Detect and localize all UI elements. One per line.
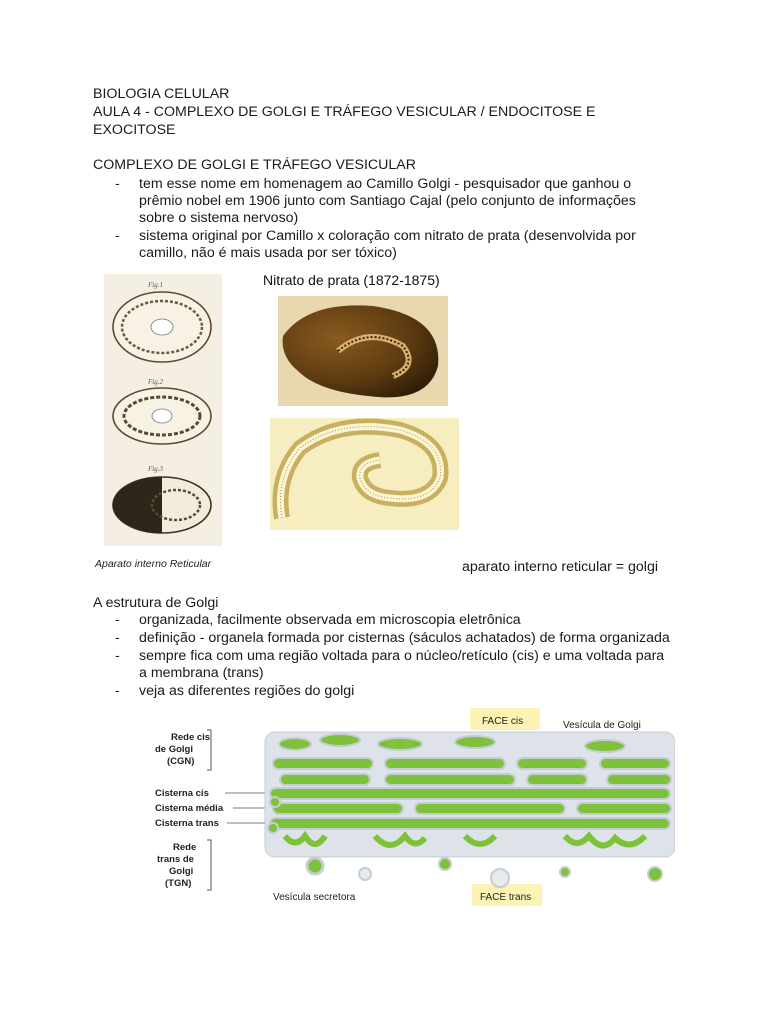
lesson-title-continued: EXOCITOSE xyxy=(93,122,176,138)
figure-caption: Aparato interno Reticular xyxy=(95,558,212,570)
bullet-dash: - xyxy=(115,683,120,699)
figure-title: Nitrato de prata (1872-1875) xyxy=(263,272,440,288)
cgn-label: de Golgi xyxy=(155,744,193,755)
golgi-vesicle-label: Vesícula de Golgi xyxy=(563,720,641,731)
tgn-label: (TGN) xyxy=(165,878,192,889)
section-heading: A estrutura de Golgi xyxy=(93,595,219,611)
list-item-line: sempre fica com uma região voltada para o núcleo/retículo (cis) e uma voltada para xyxy=(139,648,665,664)
golgi-drawings-image xyxy=(104,274,222,546)
secretory-vesicle-label: Vesícula secretora xyxy=(273,892,356,903)
list-item-line: tem esse nome em homenagem ao Camillo Golgi - pesquisador que ganhou o xyxy=(139,176,632,192)
trans-cisterna-label: Cisterna trans xyxy=(155,818,219,829)
tgn-label: Golgi xyxy=(169,866,194,877)
medial-cisterna-label: Cisterna média xyxy=(155,803,224,814)
lesson-title: AULA 4 - COMPLEXO DE GOLGI E TRÁFEGO VESICULAR / ENDOCITOSE E xyxy=(93,104,596,120)
list-item-line: sistema original por Camillo x coloração com nitrato de prata (desenvolvida por xyxy=(139,228,636,244)
section-heading: COMPLEXO DE GOLGI E TRÁFEGO VESICULAR xyxy=(93,157,416,173)
list-item-line: a membrana (trans) xyxy=(139,665,264,681)
cgn-label: Rede cis xyxy=(171,732,211,743)
secretory-vesicle xyxy=(307,858,323,874)
cgn-label: (CGN) xyxy=(167,756,195,767)
fig-label: Fig.1 xyxy=(148,281,163,289)
fig-label: Fig.3 xyxy=(148,465,163,473)
bullet-dash: - xyxy=(115,176,120,192)
tgn-label: Rede xyxy=(173,842,197,853)
bullet-dash: - xyxy=(115,228,120,244)
list-item-line: camillo, não é mais usada por ser tóxico) xyxy=(139,245,397,261)
list-item-line: veja as diferentes regiões do golgi xyxy=(139,683,355,699)
golgi-structure-diagram xyxy=(145,704,675,910)
face-trans-label: FACE trans xyxy=(480,892,532,903)
bullet-dash: - xyxy=(115,648,120,664)
silver-nitrate-stain-image xyxy=(278,296,448,406)
list-item-line: organizada, facilmente observada em microscopia eletrônica xyxy=(139,612,521,628)
hippocampus-stain-image xyxy=(270,418,459,530)
list-item-line: sobre o sistema nervoso) xyxy=(139,210,299,226)
list-item-line: definição - organela formada por cisternas (sáculos achatados) de forma organizada xyxy=(139,630,670,646)
fig-label: Fig.2 xyxy=(148,378,163,386)
bullet-dash: - xyxy=(115,630,120,646)
list-item-line: prêmio nobel em 1906 junto com Santiago Cajal (pelo conjunto de informações xyxy=(139,193,636,209)
side-note: aparato interno reticular = golgi xyxy=(462,559,658,575)
tgn-label: trans de xyxy=(157,854,194,865)
cis-cisterna-label: Cisterna cis xyxy=(155,788,209,799)
doc-title: BIOLOGIA CELULAR xyxy=(93,86,230,102)
face-cis-label: FACE cis xyxy=(482,716,524,727)
bullet-dash: - xyxy=(115,612,120,628)
